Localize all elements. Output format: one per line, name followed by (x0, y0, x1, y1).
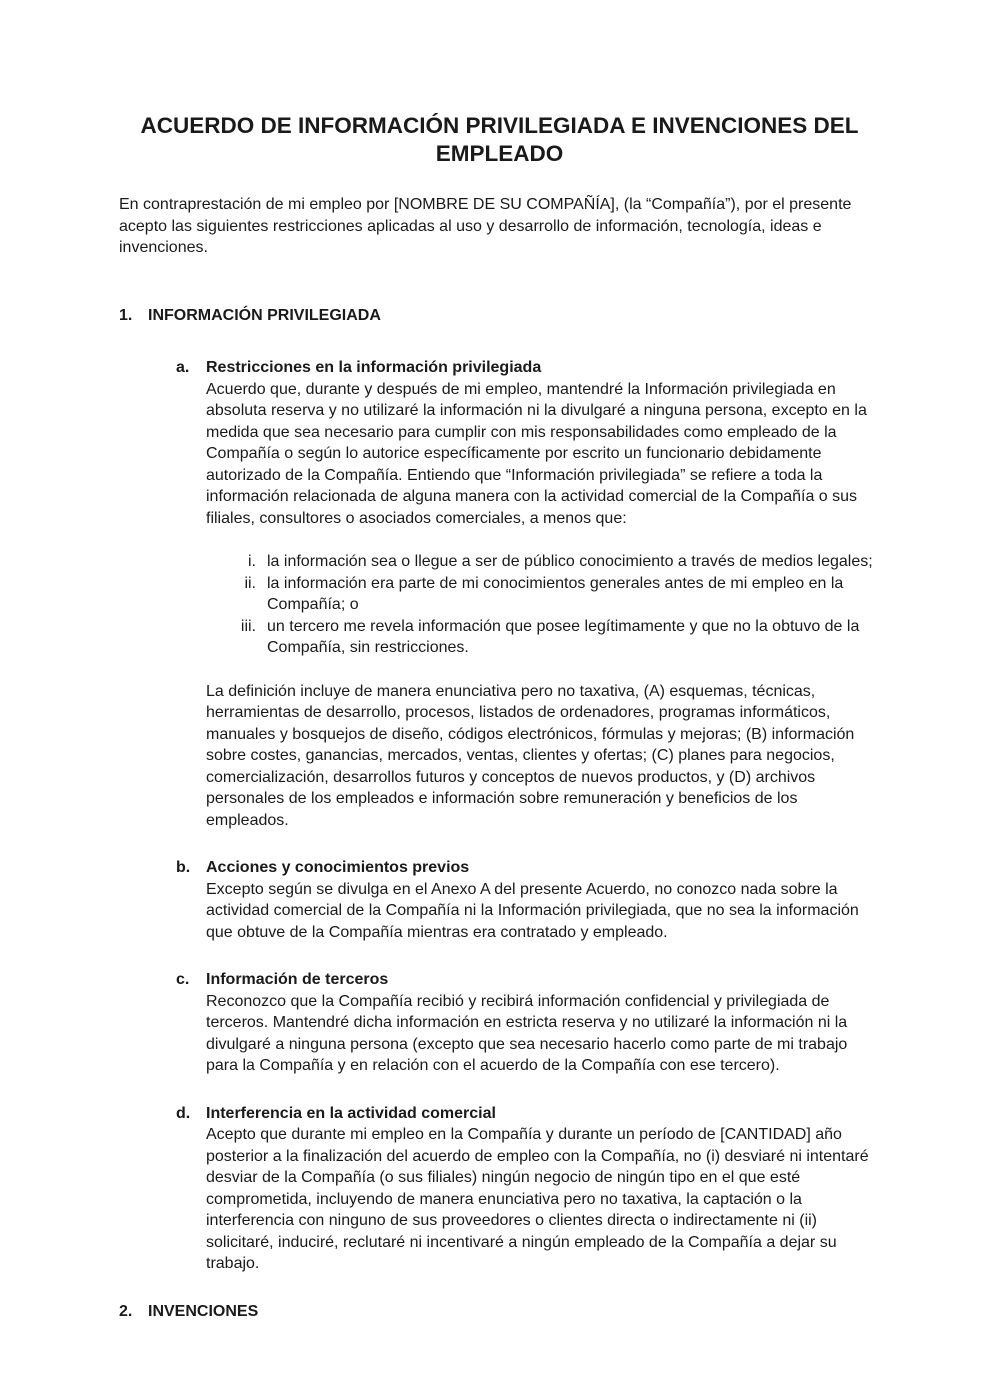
sublist-text: un tercero me revela información que posee legítimamente y que no la obtuvo de la Compañía, sin restricciones. (267, 617, 860, 656)
item-body: Reconozco que la Compañía recibió y recibirá información confidencial y privilegiada de terceros. Mantendré dicha información en estricta reserva y no utilizaré la información ni la divulgaré a ninguna persona (excepto que sea necesario hacerlo como parte de mi trabajo para la Compañía y en relación con el acuerdo de la Compañía con ese tercero). (206, 992, 848, 1074)
item-content (206, 1103, 880, 1275)
item-acciones-previas (176, 857, 880, 943)
sublist-numeral: ii. (244, 574, 256, 592)
item-interferencia (176, 1103, 880, 1275)
item-title: Información de terceros (206, 971, 389, 988)
item-body: Acuerdo que, durante y después de mi empleo, mantendré la Información privilegiada en absoluta reserva y no utilizaré la información ni la divulgaré a ninguna persona, excepto en la medida que sea necesario para cumplir con mis responsabilidades como empleado de la Compañía o según lo autorice específicamente por escrito un funcionario debidamente autorizado de la Compañía. Entiendo que “Información privilegiada” se refiere a toda la información relacionada de alguna manera con la actividad comercial de la Compañía o sus filiales, consultores o asociados comerciales, a menos que: (206, 380, 867, 527)
item-letter: c. (176, 971, 190, 988)
sublist-text: la información era parte de mi conocimientos generales antes de mi empleo en la Compañía; o (267, 574, 844, 613)
sublist-numeral: iii. (240, 617, 256, 635)
item-title: Interferencia en la actividad comercial (206, 1104, 496, 1122)
section-informacion-privilegiada (119, 305, 880, 1275)
item-content (206, 357, 880, 831)
sublist-item (230, 616, 880, 659)
item-informacion-terceros (176, 969, 880, 1077)
item-letter: d. (176, 1104, 191, 1122)
sublist-numeral: i. (248, 553, 256, 570)
section-heading: INFORMACIÓN PRIVILEGIADA (148, 306, 381, 324)
sublist-text: la información sea o llegue a ser de público conocimiento a través de medios legales; (267, 553, 873, 570)
section-heading-row (119, 305, 880, 327)
item-content (206, 969, 880, 1077)
section-number: 1. (119, 306, 133, 324)
section-heading: INVENCIONES (148, 1302, 259, 1320)
item-content (206, 857, 880, 943)
roman-sublist (230, 551, 880, 659)
item-body: Excepto según se divulga en el Anexo A del presente Acuerdo, no conozco nada sobre la actividad comercial de la Compañía ni la Información privilegiada, que no sea la información que obtuve de la Compañía mientras era contratado y empleado. (206, 880, 859, 941)
section-invenciones (119, 1301, 880, 1323)
item-letter: b. (176, 859, 191, 876)
item-letter: a. (176, 359, 190, 376)
page-title: ACUERDO DE INFORMACIÓN PRIVILEGIADA E INVENCIONES DEL EMPLEADO (140, 113, 859, 166)
sublist-item (230, 551, 880, 573)
item-title: Acciones y conocimientos previos (206, 859, 470, 876)
item-restricciones (176, 357, 880, 831)
item-body: Acepto que durante mi empleo en la Compañía y durante un período de [CANTIDAD] año posterior a la finalización del acuerdo de empleo con la Compañía, no (i) desviaré ni intentaré desviar de la Compañía (o sus filiales) ningún negocio de ningún tipo en el que esté comprometida, incluyendo de manera enunciativa pero no taxativa, la captación o la interferencia con ninguno de sus proveedores o clientes directa o indirectamente ni (ii) solicitaré, induciré, reclutaré ni incentivaré a ningún empleado de la Compañía a dejar su trabajo. (206, 1126, 869, 1272)
section-heading-row (119, 1301, 880, 1323)
section-number: 2. (119, 1302, 133, 1320)
item-body-continued: La definición incluye de manera enunciativa pero no taxativa, (A) esquemas, técnicas, herramientas de desarrollo, procesos, listados de ordenadores, programas informáticos, manuales y bosquejos de diseño, códigos electrónicos, fórmulas y mejoras; (B) información sobre costes, ganancias, mercados, ventas, clientes y ofertas; (C) planes para negocios, comercialización, desarrollos futuros y conceptos de nuevos productos, y (D) archivos personales de los empleados e información sobre remuneración y beneficios de los empleados. (206, 682, 855, 829)
sublist-item (230, 573, 880, 616)
intro-paragraph: En contraprestación de mi empleo por [NOMBRE DE SU COMPAÑÍA], (la “Compañía”), por el presente acepto las siguientes restricciones aplicadas al uso y desarrollo de información, tecnología, ideas e invenciones. (119, 196, 852, 256)
item-title: Restricciones en la información privilegiada (206, 359, 542, 376)
